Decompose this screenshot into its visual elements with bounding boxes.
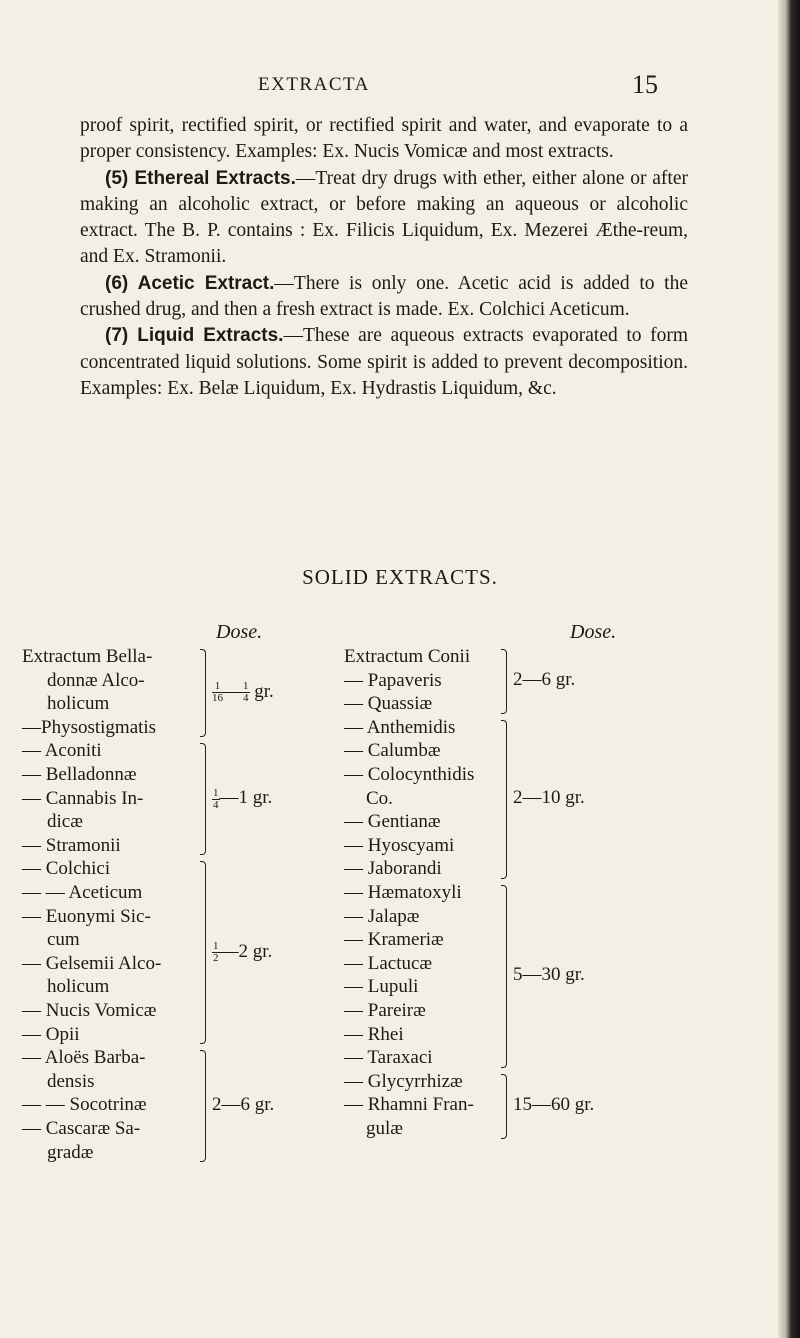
right-extract-item: — Hyoscyami bbox=[344, 834, 455, 856]
page-number: 15 bbox=[632, 70, 658, 99]
running-head bbox=[0, 72, 800, 102]
left-extract-dose: 2—6 gr. bbox=[212, 1094, 275, 1116]
left-extract-item: —Physostigmatis bbox=[22, 716, 157, 738]
right-extract-item: — Rhamni Fran- bbox=[344, 1094, 474, 1116]
right-extract-item: — Colocynthidis bbox=[344, 764, 475, 785]
right-extract-item: — Anthemidis bbox=[344, 716, 456, 738]
right-extract-item: — Rhei bbox=[344, 1023, 404, 1045]
left-extract-item: holicum bbox=[47, 976, 110, 998]
left-extract-brace bbox=[200, 743, 206, 855]
right-extract-item: — Jalapæ bbox=[344, 905, 420, 927]
left-extract-column bbox=[22, 645, 342, 1285]
running-head-title: EXTRACTA bbox=[258, 74, 370, 95]
right-extract-item: — Krameriæ bbox=[344, 929, 444, 951]
right-extract-item: — Pareiræ bbox=[344, 1000, 426, 1021]
right-extract-brace bbox=[501, 649, 507, 714]
left-extract-item: — Euonymi Sic- bbox=[22, 905, 151, 927]
right-extract-item: — Lactucæ bbox=[344, 952, 433, 974]
left-extract-brace bbox=[200, 1050, 206, 1162]
paragraph-liquid-extracts: (7) Liquid Extracts.—These are aqueous extracts evaporated to form concentrated liquid solutions. Some spirit is added to prevent decomposition. Examples: Ex. Belæ Liquidum, Ex. Hydrastis Liquidum, &c. bbox=[80, 325, 689, 399]
left-extract-item: — Opii bbox=[22, 1023, 80, 1045]
left-extract-dose: $\frac{1}{16}$ — $\frac{1}{4}$ gr. bbox=[212, 680, 274, 705]
left-extract-item: — Gelsemii Alco- bbox=[22, 952, 162, 974]
left-extract-item: Extractum Bella- bbox=[22, 646, 153, 667]
left-extract-item: — — Socotrinæ bbox=[22, 1094, 147, 1116]
right-extract-brace bbox=[501, 720, 507, 879]
left-extract-item: donnæ Alco- bbox=[47, 669, 145, 691]
dose-header-right: Dose. bbox=[570, 621, 617, 643]
left-extract-item: — Aconiti bbox=[22, 740, 102, 762]
left-extract-item: — Cannabis In- bbox=[22, 787, 144, 809]
paragraph-acetic-extract: (6) Acetic Extract.—There is only one. Acetic acid is added to the crushed drug, and then a fresh extract is made. Ex. Colchici Aceticum. bbox=[80, 272, 688, 321]
right-extract-column bbox=[344, 645, 764, 1139]
left-extract-item: densis bbox=[47, 1070, 95, 1092]
left-extract-dose: $\frac{1}{2}$ —2 gr. bbox=[213, 939, 273, 964]
right-extract-item: Co. bbox=[366, 787, 393, 809]
right-extract-dose: 5—30 gr. bbox=[513, 964, 585, 986]
right-extract-item: — Lupuli bbox=[344, 976, 419, 998]
heading-ethereal-extracts: (5) Ethereal Extracts. bbox=[105, 167, 296, 189]
dose-header-left: Dose. bbox=[216, 621, 263, 643]
right-extract-brace bbox=[501, 1074, 507, 1139]
right-extract-item: — Quassiæ bbox=[344, 693, 433, 715]
left-extract-item: — Cascaræ Sa- bbox=[22, 1118, 141, 1139]
page-edge-shadow bbox=[778, 0, 800, 1338]
body-text bbox=[80, 113, 688, 402]
left-extract-item: dicæ bbox=[47, 811, 83, 833]
right-extract-dose: 2—6 gr. bbox=[513, 669, 576, 691]
fraction: $\frac{1}{16}$ bbox=[212, 680, 223, 705]
right-extract-item: — Gentianæ bbox=[344, 811, 441, 833]
heading-liquid-extracts: (7) Liquid Extracts. bbox=[105, 325, 284, 347]
right-extract-item: — Taraxaci bbox=[344, 1047, 433, 1069]
right-extract-item: — Papaveris bbox=[344, 669, 442, 691]
left-extract-item: — Colchici bbox=[22, 858, 111, 880]
left-extract-item: gradæ bbox=[47, 1141, 94, 1163]
right-extract-item: — Glycyrrhizæ bbox=[344, 1070, 463, 1092]
right-extract-item: Extractum Conii bbox=[344, 646, 471, 667]
left-extract-item: — Stramonii bbox=[22, 834, 121, 856]
section-title: SOLID EXTRACTS. bbox=[302, 565, 498, 589]
fraction: $\frac{1}{4}$ bbox=[243, 680, 249, 705]
right-extract-dose: 2—10 gr. bbox=[513, 787, 585, 809]
left-extract-brace bbox=[200, 649, 206, 737]
heading-acetic-extract: (6) Acetic Extract. bbox=[105, 272, 275, 294]
right-extract-brace bbox=[501, 885, 507, 1068]
right-extract-dose: 15—60 gr. bbox=[513, 1094, 595, 1116]
left-extract-item: — — Aceticum bbox=[22, 882, 143, 903]
right-extract-item: gulæ bbox=[366, 1118, 403, 1139]
right-extract-item: — Calumbæ bbox=[344, 740, 441, 762]
right-extract-item: — Jaborandi bbox=[344, 858, 442, 880]
left-extract-brace bbox=[200, 861, 206, 1044]
left-extract-item: cum bbox=[47, 929, 80, 951]
fraction: $\frac{1}{4}$ bbox=[213, 786, 219, 811]
left-extract-item: — Belladonnæ bbox=[22, 764, 137, 785]
left-extract-item: — Nucis Vomicæ bbox=[22, 1000, 157, 1021]
left-extract-item: — Aloës Barba- bbox=[22, 1047, 146, 1069]
right-extract-item: — Hæmatoxyli bbox=[344, 882, 462, 903]
paragraph-continued: proof spirit, rectified spirit, or rectified spirit and water, and evaporate to a proper consistency. Examples: Ex. Nucis Vomicæ and most extracts. bbox=[80, 115, 688, 163]
paragraph-ethereal-extracts: (5) Ethereal Extracts.—Treat dry drugs with ether, either alone or after making an alcoholic extract, or before making an aqueous or alcoholic extract. The B. P. contains : Ex. Filicis Liquidum, Ex. Mezerei Æthe-reum, and Ex. Stramonii. bbox=[80, 167, 688, 268]
left-extract-item: holicum bbox=[47, 693, 110, 715]
left-extract-dose: $\frac{1}{4}$ —1 gr. bbox=[213, 786, 273, 811]
fraction: $\frac{1}{2}$ bbox=[213, 939, 219, 964]
